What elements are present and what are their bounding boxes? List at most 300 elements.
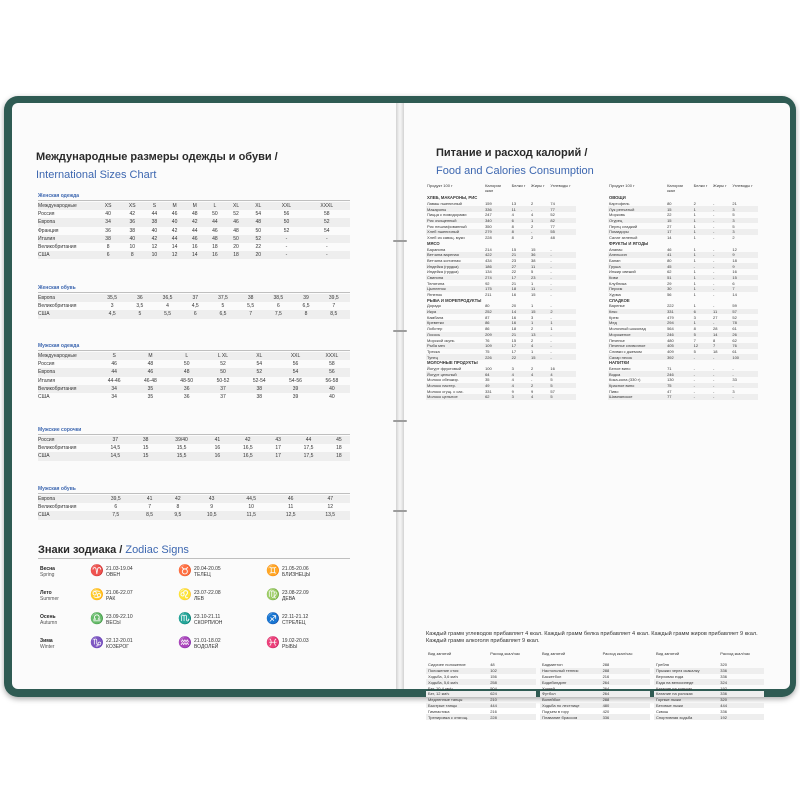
table-cell: Хурма [609, 292, 621, 298]
table-cell: 247 [485, 212, 492, 218]
table-cell: 38 [241, 385, 277, 393]
zodiac-name: ВЕСЫ [106, 620, 121, 626]
table-cell: 8 [511, 229, 530, 235]
table-cell: 336 [601, 714, 650, 720]
table-cell: 2 [531, 365, 534, 371]
zodiac-name: РАК [106, 596, 116, 602]
zodiac-text [282, 566, 310, 578]
table-cell: 42 [171, 227, 178, 234]
table-cell: 38 [144, 218, 164, 226]
table-cell: - [693, 383, 712, 389]
table-cell: 28 [713, 326, 718, 332]
table-cell: - [530, 206, 549, 212]
zodiac-glyph-icon: ♑ [90, 637, 104, 649]
table-cell: 48 [147, 361, 154, 368]
table-cell: 17 [511, 343, 530, 349]
table-cell: 5,5 [247, 303, 255, 310]
table-cell: 2 [549, 309, 576, 315]
table-cell: - [732, 365, 734, 371]
table-cell: 214 [485, 246, 492, 252]
table-cell: - [549, 252, 576, 258]
table-cell: 38,5 [262, 294, 294, 302]
table-cell: 7 [148, 504, 151, 511]
table-cell: - [712, 320, 731, 326]
table-cell: 54 [256, 361, 263, 368]
season-label [40, 638, 54, 650]
table-cell: - [693, 377, 696, 383]
table-cell: Горные лыжи [656, 697, 681, 703]
table-cell: Морской окунь [427, 337, 455, 343]
food-category: ХЛЕБ, МАКАРОНЫ, РИС [427, 195, 478, 201]
table-cell: M [165, 202, 185, 210]
table-cell: 61 [732, 326, 737, 332]
table-cell: Езда на велосипеде [654, 679, 718, 685]
table-cell: Красное вино [608, 383, 666, 389]
table-cell: 264 [602, 685, 610, 691]
table-cell: 77 [666, 394, 693, 400]
table-cell: 54 [324, 227, 330, 234]
table-row [38, 352, 350, 360]
table-cell: 41 [206, 436, 228, 444]
table-cell: 2 [531, 223, 534, 229]
table-cell: Ветчина копченая [427, 257, 461, 263]
zodiac-text [194, 614, 222, 626]
zodiac-sign [266, 638, 309, 650]
table-cell: - [712, 206, 731, 212]
table-cell: 444 [488, 703, 536, 709]
table-cell: 27 [667, 223, 672, 229]
table-cell: 420 [602, 708, 610, 714]
table-cell: 14 [171, 244, 178, 251]
table-cell: 5,5 [151, 310, 183, 318]
zodiac-dates: 22.12-20.01 [106, 638, 133, 644]
table-cell: Лосось [426, 332, 484, 338]
zodiac-dates: 23.08-22.09 [282, 590, 309, 596]
table-cell: 16 [205, 251, 225, 259]
table-cell: 1 [693, 292, 696, 298]
section-divider [38, 434, 350, 435]
table-cell: 37 [184, 294, 207, 302]
table-cell: 100 [485, 365, 492, 371]
table-cell: XS [96, 202, 120, 210]
sizes-title [36, 147, 278, 183]
table-cell: 7 [239, 310, 262, 318]
table-cell: 1 [693, 246, 696, 252]
table-cell: - [550, 280, 552, 286]
table-cell: 12 [693, 343, 712, 349]
row-label: Европа [38, 368, 96, 376]
food-category: СЛАДКОЕ [609, 297, 630, 303]
table-cell: Перец сладкий [609, 223, 638, 229]
column-header: Вид занятий [656, 651, 680, 656]
table-cell: - [550, 303, 552, 309]
table-cell: S [96, 352, 132, 360]
zodiac-sign [266, 566, 310, 578]
row-label: Россия [38, 211, 55, 218]
table-cell: 21 [511, 252, 530, 258]
table-cell: XXXL [304, 202, 350, 210]
zodiac-text [194, 566, 221, 578]
table-cell: Футбол [540, 691, 601, 697]
table-cell: 6,5 [207, 310, 239, 318]
table-cell: 1 [531, 303, 534, 309]
table-cell: 4,5 [191, 303, 199, 310]
table-cell: - [693, 394, 712, 400]
table-cell: - [713, 246, 715, 252]
table-cell: 18 [713, 348, 718, 354]
calorie-note: Каждый грамм углеводов прибавляет 4 ккал. Каждый грамм белка прибавляет 4 ккал. Каждый грамм жиров прибавляет 9 ккал. Каждый грамм алкоголя прибавляет 9 ккал. [426, 631, 758, 644]
table-cell: 2 [693, 201, 696, 207]
column-header: Белки г [693, 183, 708, 188]
table-cell: 40 [120, 235, 144, 243]
zodiac-text [282, 614, 308, 626]
table-cell: - [713, 257, 715, 263]
section-divider [38, 493, 350, 494]
table-cell: Ходьба, 5,6 км/ч [426, 679, 488, 685]
zodiac-text [194, 638, 221, 650]
season-ru: Осень [40, 614, 56, 620]
table-cell: 1 [693, 206, 712, 212]
table-cell: 3 [731, 206, 758, 212]
zodiac-dates: 21.05-20.06 [282, 566, 309, 572]
table-cell: - [693, 365, 696, 371]
table-cell: 17 [267, 452, 289, 460]
table-cell: Рыба меч [426, 343, 484, 349]
table-cell: 17,5 [289, 452, 328, 460]
zodiac-title-en: Zodiac Signs [125, 544, 189, 556]
table-cell: - [549, 286, 576, 292]
table-cell: 62 [667, 269, 672, 275]
table-cell: Сахар песок [608, 354, 666, 360]
table-cell: 1 [693, 229, 712, 235]
table-cell: Бег, 12 км/ч [426, 691, 488, 697]
zodiac-name: ТЕЛЕЦ [194, 572, 211, 578]
table-cell: 15,5 [176, 445, 187, 452]
table-cell: Сидячее положение [428, 662, 466, 668]
table-cell: Хоккей [542, 685, 555, 691]
zodiac-name: СТРЕЛЕЦ [282, 620, 306, 626]
table-cell: 48 [169, 368, 205, 376]
table-cell: 156 [490, 673, 497, 679]
table-cell: Водка [608, 371, 666, 377]
row-label: Великобритания [38, 445, 77, 452]
zodiac-name: ВОДОЛЕЙ [194, 644, 219, 650]
table-cell: 37 [96, 436, 135, 444]
table-cell: - [713, 201, 715, 207]
table-cell: - [269, 235, 303, 243]
table-cell: 36 [105, 227, 111, 234]
table-cell: 3,5 [136, 303, 144, 310]
zodiac-glyph-icon: ♈ [90, 565, 104, 577]
table-cell: 30 [666, 286, 693, 292]
table-cell: Крем [609, 314, 619, 320]
table-cell: 20 [233, 244, 239, 251]
season-en: Summer [40, 596, 59, 602]
table-cell: 2 [531, 337, 534, 343]
table-cell: 8 [120, 251, 144, 259]
size-section-title: Мужская одежда [38, 343, 80, 349]
table-cell: 12 [165, 251, 185, 259]
table-cell: 434 [485, 257, 492, 263]
table-cell: 5 [693, 332, 712, 338]
table-cell: - [712, 275, 731, 281]
size-table [38, 294, 350, 319]
table-cell: 226 [484, 354, 511, 360]
table-cell: 80 [667, 257, 672, 263]
section-divider [38, 350, 350, 351]
table-cell: - [713, 365, 715, 371]
table-row [38, 227, 350, 235]
table-cell: 20 [247, 251, 269, 259]
table-cell: 46 [132, 368, 168, 376]
table-cell: 3 [731, 229, 758, 235]
row-label: Великобритания [38, 303, 77, 310]
season-label [40, 566, 55, 578]
table-cell: - [549, 354, 576, 360]
table-cell: 320 [720, 662, 727, 668]
zodiac-sign [266, 614, 308, 626]
table-cell: 56 [283, 211, 290, 218]
row-label: Международные [38, 352, 96, 360]
table-cell: 5 [693, 348, 696, 354]
table-cell: 4 [549, 371, 576, 377]
table-cell: 222 [667, 303, 674, 309]
table-cell: 6 [511, 218, 530, 224]
table-cell: Креветки [426, 320, 484, 326]
table-cell: 14 [712, 332, 731, 338]
table-cell: - [713, 303, 715, 309]
table-cell: 38 [135, 436, 157, 444]
table-cell: 15 [530, 354, 549, 360]
table-cell: 15 [666, 206, 693, 212]
table-cell: 3 [732, 388, 735, 394]
table-cell: 18 [225, 251, 247, 259]
right-page [402, 103, 790, 720]
table-cell: 4 [511, 212, 514, 218]
table-cell: - [713, 292, 715, 298]
table-cell: Персик [608, 286, 666, 292]
zodiac-dates: 22.11-21.12 [282, 614, 309, 620]
table-cell: Варенье [609, 303, 625, 309]
table-cell: 52 [241, 368, 277, 376]
table-cell: XL [241, 352, 277, 360]
table-cell: 7 [731, 286, 758, 292]
table-cell: Йогурт цельный [426, 371, 484, 377]
table-cell: 42 [144, 235, 164, 243]
table-cell: 134 [485, 269, 492, 275]
table-cell: 61 [732, 348, 737, 354]
table-cell: 15 [142, 445, 149, 452]
table-cell: Медленные танцы [428, 697, 463, 703]
table-cell: 15 [511, 246, 517, 252]
table-cell: - [712, 286, 731, 292]
table-cell: 340 [484, 218, 511, 224]
zodiac-title [38, 540, 189, 558]
table-cell: 42 [228, 436, 267, 444]
table-cell: 64 [484, 371, 511, 377]
table-cell: 331 [666, 309, 693, 315]
table-cell: 52 [550, 212, 555, 218]
table-cell: 1 [531, 280, 534, 286]
table-cell: 10 [248, 504, 254, 511]
table-cell: 9 [531, 388, 534, 394]
table-cell: 40 [314, 385, 350, 393]
table-cell: 9 [511, 388, 514, 394]
table-cell: 5 [549, 394, 576, 400]
zodiac-sign [178, 614, 222, 626]
food-category: РЫБА И МОРЕПРОДУКТЫ [427, 297, 482, 303]
zodiac-name: СКОРПИОН [194, 620, 223, 626]
table-cell: 7 [693, 337, 696, 343]
season-en: Winter [40, 644, 55, 650]
row-label: Европа [38, 495, 96, 503]
table-row [654, 714, 764, 720]
table-cell: Ананас [609, 246, 623, 252]
table-cell: 1 [693, 257, 696, 263]
table-cell: 3 [511, 394, 530, 400]
table-cell: 36 [183, 394, 190, 401]
zodiac-sign [178, 566, 221, 578]
table-cell: 6 [693, 309, 712, 315]
table-cell: Молоко обезжир. [427, 377, 459, 383]
zodiac-sign [266, 590, 309, 602]
table-cell: 8,5 [136, 511, 164, 519]
row-label: США [38, 452, 96, 460]
row-label: Россия [38, 436, 96, 444]
table-cell: 21 [732, 201, 737, 207]
table-cell: 54 [255, 211, 262, 218]
size-section-title: Мужская обувь [38, 486, 76, 492]
food-table [608, 183, 758, 400]
table-cell: 12,5 [271, 511, 311, 519]
row-label: Великобритания [38, 385, 96, 393]
table-row [38, 377, 350, 385]
table-cell: 279 [484, 229, 511, 235]
table-cell: 5 [221, 303, 225, 310]
table-cell: 16 [550, 365, 555, 371]
table-cell: - [731, 371, 758, 377]
table-cell: - [549, 343, 576, 349]
table-cell: 336 [484, 206, 511, 212]
table-cell: 71 [667, 365, 672, 371]
table-cell: Рис очищенный [426, 218, 484, 224]
table-cell: Бодибилдинг [540, 679, 601, 685]
table-cell: 54 [277, 368, 313, 376]
activity-table [654, 651, 764, 720]
table-cell: 10,5 [192, 511, 232, 519]
table-cell: 15 [530, 309, 549, 315]
food-category: МОЛОЧНЫЕ ПРОДУКТЫ [427, 360, 478, 366]
zodiac-sign [90, 590, 133, 602]
column-header: Жиры г [713, 183, 727, 188]
table-cell: 16 [206, 452, 228, 460]
table-cell: 13 [511, 201, 517, 207]
table-cell: 22 [667, 212, 672, 218]
row-label: Международные [38, 202, 96, 210]
zodiac-glyph-icon: ♌ [178, 589, 192, 601]
table-cell: - [530, 229, 549, 235]
table-cell: 58 [329, 361, 335, 368]
table-cell: XXL [277, 352, 313, 360]
table-cell: 35 [147, 394, 154, 401]
table-cell: 409 [667, 348, 674, 354]
table-cell: 39 [294, 294, 317, 302]
table-cell: 15 [531, 292, 536, 298]
table-cell: 77 [549, 206, 576, 212]
food-category: НАПИТКИ [609, 360, 630, 366]
table-cell: Пицца с помидорами [427, 212, 467, 218]
table-cell: 11 [712, 309, 731, 315]
table-row [38, 436, 350, 444]
table-cell: 57 [731, 309, 758, 315]
table-cell: 479 [667, 314, 674, 320]
table-cell: 43 [267, 436, 289, 444]
table-cell: - [713, 212, 715, 218]
table-cell: 4 [511, 377, 514, 383]
table-cell: 228 [485, 235, 492, 241]
table-cell: 8 [693, 326, 696, 332]
table-cell: Индейка (грудка) [426, 263, 484, 269]
table-cell: 50 [255, 227, 262, 234]
row-label: Франция [38, 227, 59, 234]
table-cell: Белое вино [609, 365, 631, 371]
table-cell: 1 [693, 269, 696, 275]
table-cell: 62 [732, 337, 737, 343]
table-cell: 50 [212, 211, 218, 218]
table-cell: 18 [511, 326, 517, 332]
table-cell: Икра [426, 309, 484, 315]
table-cell: Камбала [427, 314, 444, 320]
activity-table [426, 651, 536, 720]
table-cell: 11 [511, 206, 530, 212]
row-label: США [38, 394, 50, 401]
table-cell: - [550, 314, 552, 320]
table-cell: 2 [530, 383, 549, 389]
table-cell: 36 [169, 385, 205, 393]
column-header: Углеводы г [732, 183, 753, 188]
table-cell: Ветчина вареная [426, 252, 484, 258]
table-cell: 92 [485, 280, 490, 286]
table-cell: Огурец [608, 218, 666, 224]
row-label: США [38, 251, 96, 259]
table-cell: 36 [120, 218, 144, 226]
table-cell: Лобстер [427, 326, 443, 332]
zodiac-glyph-icon: ♐ [266, 613, 280, 625]
table-cell: L [205, 202, 225, 210]
table-cell: 46-48 [144, 377, 157, 384]
table-cell: - [712, 354, 731, 360]
table-cell: 18 [732, 257, 737, 263]
table-cell: 4 [530, 343, 549, 349]
table-cell: Баранина [427, 246, 446, 252]
table-row [38, 385, 350, 393]
table-cell: 52 [233, 211, 239, 218]
table-cell: 6 [114, 504, 118, 511]
table-cell: 8 [294, 310, 317, 318]
column-header: Расход ккал/час [720, 651, 751, 656]
column-header: Вид занятий [428, 651, 452, 656]
table-cell: 5 [550, 377, 553, 383]
table-cell: 41 [136, 495, 164, 503]
table-cell: Треска [427, 348, 440, 354]
table-cell: 12 [151, 244, 158, 251]
section-divider [38, 200, 350, 201]
table-cell: 624 [488, 691, 536, 697]
table-cell: - [550, 348, 552, 354]
row-label: Европа [38, 294, 96, 302]
column-header: Калории ккал [667, 183, 683, 193]
table-cell: 50-52 [216, 377, 230, 384]
